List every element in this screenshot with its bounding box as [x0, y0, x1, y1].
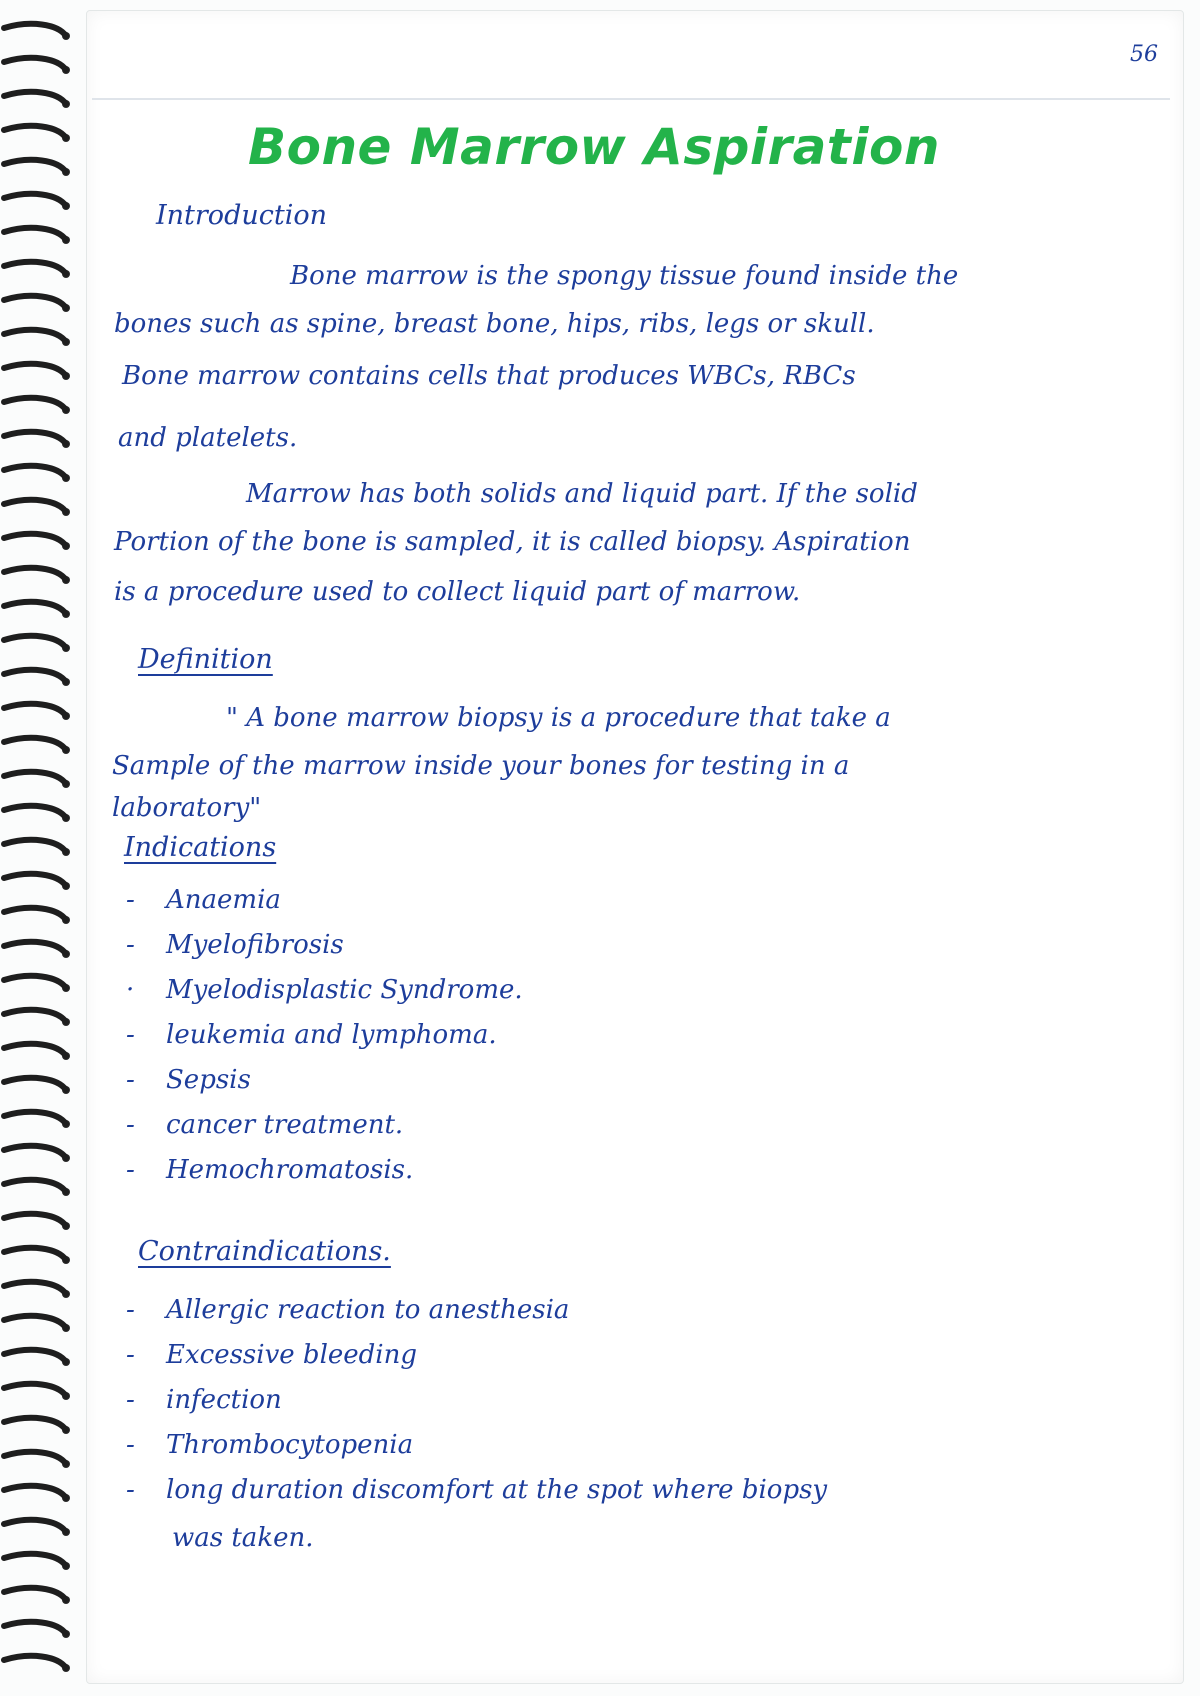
page-title: Bone Marrow Aspiration [248, 118, 940, 176]
contraindication-text: infection [166, 1385, 282, 1415]
binding-coil [4, 1044, 66, 1056]
binding-coil [4, 806, 66, 818]
binding-coil [4, 160, 66, 172]
binding-coil [4, 1554, 66, 1566]
list-bullet: - [126, 1295, 135, 1325]
list-bullet: - [126, 1110, 135, 1140]
binding-coil [4, 704, 66, 716]
introduction-line: bones such as spine, breast bone, hips, ribs, legs or skull. [114, 309, 875, 339]
list-item [126, 1058, 1026, 1103]
indications-heading: Indications [124, 832, 277, 863]
binding-coil [4, 1112, 66, 1124]
binding-coil [4, 908, 66, 920]
binding-coil [4, 636, 66, 648]
binding-coil [4, 466, 66, 478]
binding-coil [4, 1622, 66, 1634]
binding-coil [4, 1350, 66, 1362]
indication-text: Anaemia [166, 885, 281, 915]
list-item [126, 1378, 1166, 1423]
indication-text: leukemia and lymphoma. [166, 1020, 497, 1050]
binding-coil [4, 772, 66, 784]
contraindication-text: Excessive bleeding [166, 1340, 418, 1370]
binding-coil [4, 296, 66, 308]
binding-coil [4, 1146, 66, 1158]
list-item [126, 1103, 1026, 1148]
introduction-heading: Introduction [156, 200, 327, 231]
binding-coil [4, 534, 66, 546]
binding-coil [4, 568, 66, 580]
binding-coil [4, 1180, 66, 1192]
binding-coil [4, 1316, 66, 1328]
list-bullet: - [126, 1475, 135, 1505]
binding-coil [4, 1010, 66, 1022]
contraindication-text: Thrombocytopenia [166, 1430, 414, 1460]
contraindication-continuation: was taken. [172, 1523, 314, 1553]
binding-coil [4, 58, 66, 70]
binding-coil [4, 1282, 66, 1294]
list-bullet: - [126, 1065, 135, 1095]
list-bullet: - [126, 1340, 135, 1370]
indication-text: Hemochromatosis. [166, 1155, 414, 1185]
list-item [126, 878, 1026, 923]
indication-text: cancer treatment. [166, 1110, 404, 1140]
spiral-binding [0, 0, 80, 1696]
binding-coil [4, 262, 66, 274]
introduction-line: Bone marrow is the spongy tissue found inside the [290, 261, 959, 291]
binding-coil [4, 738, 66, 750]
list-bullet: - [126, 1385, 135, 1415]
binding-coil [4, 874, 66, 886]
binding-coil [4, 1418, 66, 1430]
definition-line: Sample of the marrow inside your bones for testing in a [112, 751, 850, 781]
list-bullet: · [126, 975, 135, 1005]
binding-coil [4, 1452, 66, 1464]
list-bullet: - [126, 930, 135, 960]
binding-coil [4, 976, 66, 988]
binding-coil [4, 1520, 66, 1532]
binding-coil [4, 1078, 66, 1090]
binding-coil [4, 1486, 66, 1498]
indication-text: Sepsis [166, 1065, 251, 1095]
list-item [126, 1148, 1026, 1193]
binding-coil [4, 942, 66, 954]
contraindications-heading: Contraindications. [138, 1236, 391, 1267]
list-item [126, 968, 1026, 1013]
binding-coil [4, 126, 66, 138]
binding-coil [4, 1588, 66, 1600]
definition-heading: Definition [138, 644, 273, 675]
introduction-line: and platelets. [118, 423, 298, 453]
list-bullet: - [126, 885, 135, 915]
indications-list [126, 878, 1026, 1193]
binding-coil [4, 24, 66, 36]
list-bullet: - [126, 1020, 135, 1050]
page-number: 56 [1130, 42, 1158, 67]
list-item [126, 1013, 1026, 1058]
list-bullet: - [126, 1155, 135, 1185]
binding-coil [4, 364, 66, 376]
indication-text: Myelofibrosis [166, 930, 344, 960]
binding-coil [4, 398, 66, 410]
list-item [126, 1423, 1166, 1468]
indication-text: Myelodisplastic Syndrome. [166, 975, 523, 1005]
binding-coil [4, 228, 66, 240]
binding-coil [4, 1656, 66, 1668]
introduction-line: is a procedure used to collect liquid part of marrow. [114, 577, 801, 607]
list-item [126, 1333, 1166, 1378]
contraindications-list [126, 1288, 1166, 1513]
definition-line: laboratory" [112, 793, 262, 823]
binding-coil [4, 92, 66, 104]
definition-line: " A bone marrow biopsy is a procedure that take a [226, 703, 891, 733]
binding-coil [4, 500, 66, 512]
list-item [126, 923, 1026, 968]
contraindication-text: Allergic reaction to anesthesia [166, 1295, 570, 1325]
binding-coil [4, 1384, 66, 1396]
list-item [126, 1468, 1166, 1513]
binding-coil [4, 670, 66, 682]
header-rule [92, 98, 1170, 100]
binding-coil [4, 840, 66, 852]
list-item [126, 1288, 1166, 1333]
introduction-line: Portion of the bone is sampled, it is called biopsy. Aspiration [114, 527, 911, 557]
introduction-line: Marrow has both solids and liquid part. If the solid [246, 479, 918, 509]
binding-coil [4, 1214, 66, 1226]
binding-coil [4, 1248, 66, 1260]
binding-coil [4, 330, 66, 342]
binding-coil [4, 602, 66, 614]
contraindication-text: long duration discomfort at the spot where biopsy [166, 1475, 828, 1505]
introduction-line: Bone marrow contains cells that produces WBCs, RBCs [122, 361, 856, 391]
binding-coil [4, 432, 66, 444]
list-bullet: - [126, 1430, 135, 1460]
binding-coil [4, 194, 66, 206]
